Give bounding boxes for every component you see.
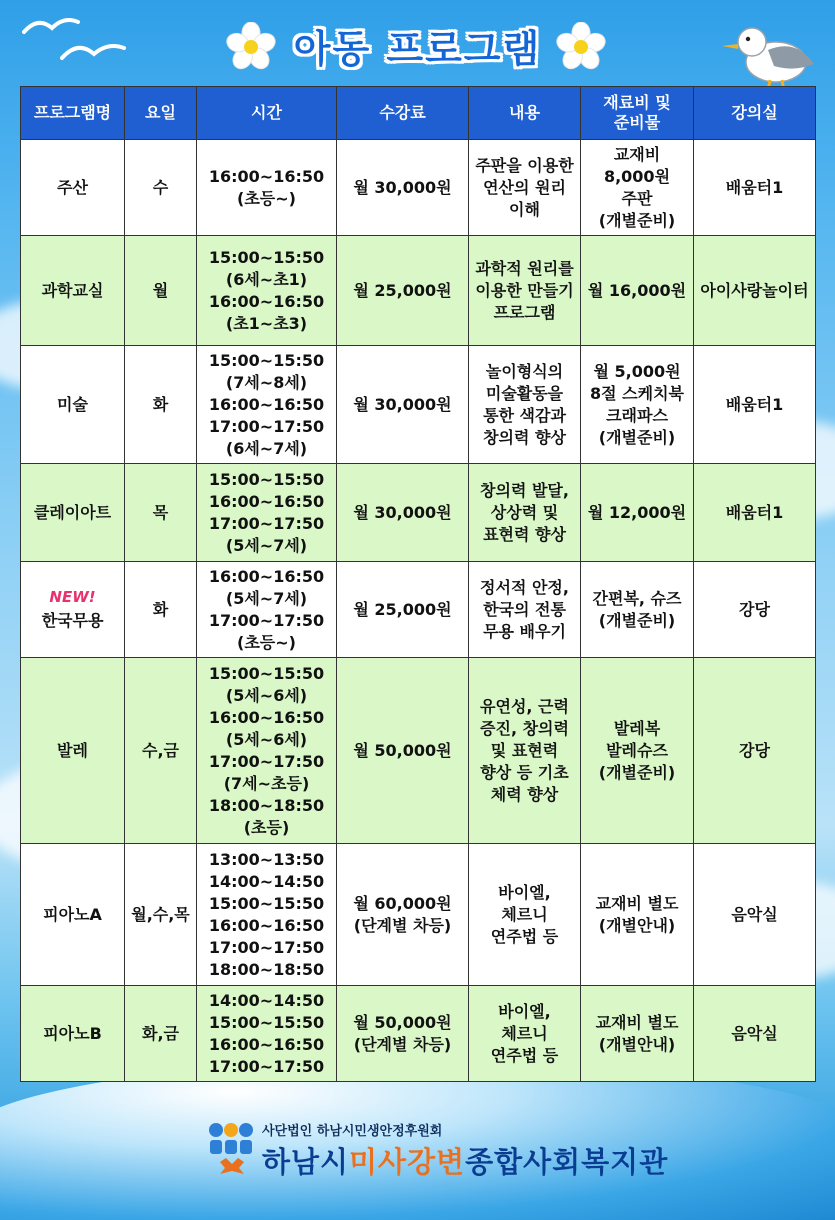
table-row	[21, 658, 816, 844]
materials-cell: 간편복, 슈즈 (개별준비)	[581, 562, 694, 658]
column-header: 요일	[125, 87, 197, 140]
time-cell: 13:00~13:50 14:00~14:50 15:00~15:50 16:00~16:50 17:00~17:50 18:00~18:50	[197, 844, 337, 986]
column-header: 시간	[197, 87, 337, 140]
organization-name	[262, 1140, 668, 1181]
day-cell: 월,수,목	[125, 844, 197, 986]
content-cell: 바이엘, 체르니 연주법 등	[469, 986, 581, 1082]
table-row	[21, 346, 816, 464]
fee-cell: 월 25,000원	[337, 236, 469, 346]
fee-cell: 월 50,000원	[337, 658, 469, 844]
content-cell: 과학적 원리를 이용한 만들기 프로그램	[469, 236, 581, 346]
fee-cell: 월 60,000원 (단계별 차등)	[337, 844, 469, 986]
day-cell: 화	[125, 562, 197, 658]
footer	[0, 1112, 835, 1182]
table-row	[21, 236, 816, 346]
column-header: 강의실	[694, 87, 816, 140]
time-cell: 14:00~14:50 15:00~15:50 16:00~16:50 17:00~17:50	[197, 986, 337, 1082]
table-row	[21, 464, 816, 562]
column-header: 내용	[469, 87, 581, 140]
table-row	[21, 562, 816, 658]
materials-cell: 발레복 발레슈즈 (개별준비)	[581, 658, 694, 844]
materials-cell: 교재비 별도 (개별안내)	[581, 844, 694, 986]
table-header-row	[21, 87, 816, 140]
content-cell: 놀이형식의 미술활동을 통한 색감과 창의력 향상	[469, 346, 581, 464]
materials-cell: 월 12,000원	[581, 464, 694, 562]
day-cell: 화	[125, 346, 197, 464]
room-cell: 강당	[694, 562, 816, 658]
day-cell: 화,금	[125, 986, 197, 1082]
time-cell: 16:00~16:50 (5세~7세) 17:00~17:50 (초등~)	[197, 562, 337, 658]
program-name-cell: 발레	[21, 658, 125, 844]
program-name: 한국무용	[41, 610, 104, 630]
time-cell: 15:00~15:50 (5세~6세) 16:00~16:50 (5세~6세) 17:00~17:50 (7세~초등) 18:00~18:50 (초등)	[197, 658, 337, 844]
organization-name-accent: 미사강변	[349, 1145, 466, 1179]
program-name-cell: 클레이아트	[21, 464, 125, 562]
room-cell: 음악실	[694, 986, 816, 1082]
program-name-cell	[21, 562, 125, 658]
fee-cell: 월 50,000원 (단계별 차등)	[337, 986, 469, 1082]
fee-cell: 월 25,000원	[337, 562, 469, 658]
materials-cell: 교재비 8,000원 주판 (개별준비)	[581, 140, 694, 236]
materials-cell: 교재비 별도 (개별안내)	[581, 986, 694, 1082]
materials-cell: 월 16,000원	[581, 236, 694, 346]
fee-cell: 월 30,000원	[337, 140, 469, 236]
room-cell: 강당	[694, 658, 816, 844]
room-cell: 음악실	[694, 844, 816, 986]
column-header: 재료비 및 준비물	[581, 87, 694, 140]
time-cell: 15:00~15:50 (7세~8세) 16:00~16:50 17:00~17:50 (6세~7세)	[197, 346, 337, 464]
content-cell: 유연성, 근력 증진, 창의력 및 표현력 향상 등 기초 체력 향상	[469, 658, 581, 844]
fee-cell: 월 30,000원	[337, 346, 469, 464]
day-cell: 목	[125, 464, 197, 562]
room-cell: 배움터1	[694, 346, 816, 464]
content-cell: 정서적 안정, 한국의 전통 무용 배우기	[469, 562, 581, 658]
program-name-cell: 피아노A	[21, 844, 125, 986]
header	[0, 0, 835, 86]
column-header: 프로그램명	[21, 87, 125, 140]
time-cell: 16:00~16:50 (초등~)	[197, 140, 337, 236]
organization-logo-icon	[206, 1120, 256, 1176]
column-header: 수강료	[337, 87, 469, 140]
day-cell: 수	[125, 140, 197, 236]
organization-name-part: 하남시	[262, 1145, 350, 1179]
program-name-cell: 피아노B	[21, 986, 125, 1082]
program-name-cell: 주산	[21, 140, 125, 236]
table-row	[21, 140, 816, 236]
room-cell: 배움터1	[694, 464, 816, 562]
room-cell: 아이사랑놀이터	[694, 236, 816, 346]
content-cell: 창의력 발달, 상상력 및 표현력 향상	[469, 464, 581, 562]
program-name-cell: 미술	[21, 346, 125, 464]
program-name-cell: 과학교실	[21, 236, 125, 346]
room-cell: 배움터1	[694, 140, 816, 236]
day-cell: 수,금	[125, 658, 197, 844]
content-cell: 주판을 이용한 연산의 원리 이해	[469, 140, 581, 236]
time-cell: 15:00~15:50 (6세~초1) 16:00~16:50 (초1~초3)	[197, 236, 337, 346]
page-title: 아동 프로그램	[293, 27, 542, 71]
materials-cell: 월 5,000원 8절 스케치북 크래파스 (개별준비)	[581, 346, 694, 464]
day-cell: 월	[125, 236, 197, 346]
fee-cell: 월 30,000원	[337, 464, 469, 562]
table-row	[21, 986, 816, 1082]
seagull-icon	[718, 20, 818, 92]
content-cell: 바이엘, 체르니 연주법 등	[469, 844, 581, 986]
organization-subtitle: 사단법인 하남시민생안정후원회	[262, 1124, 443, 1139]
organization-name-part: 종합사회복지관	[465, 1145, 669, 1179]
new-badge: NEW!	[49, 587, 96, 606]
table-row	[21, 844, 816, 986]
time-cell: 15:00~15:50 16:00~16:50 17:00~17:50 (5세~7세)	[197, 464, 337, 562]
program-table	[20, 86, 816, 1082]
